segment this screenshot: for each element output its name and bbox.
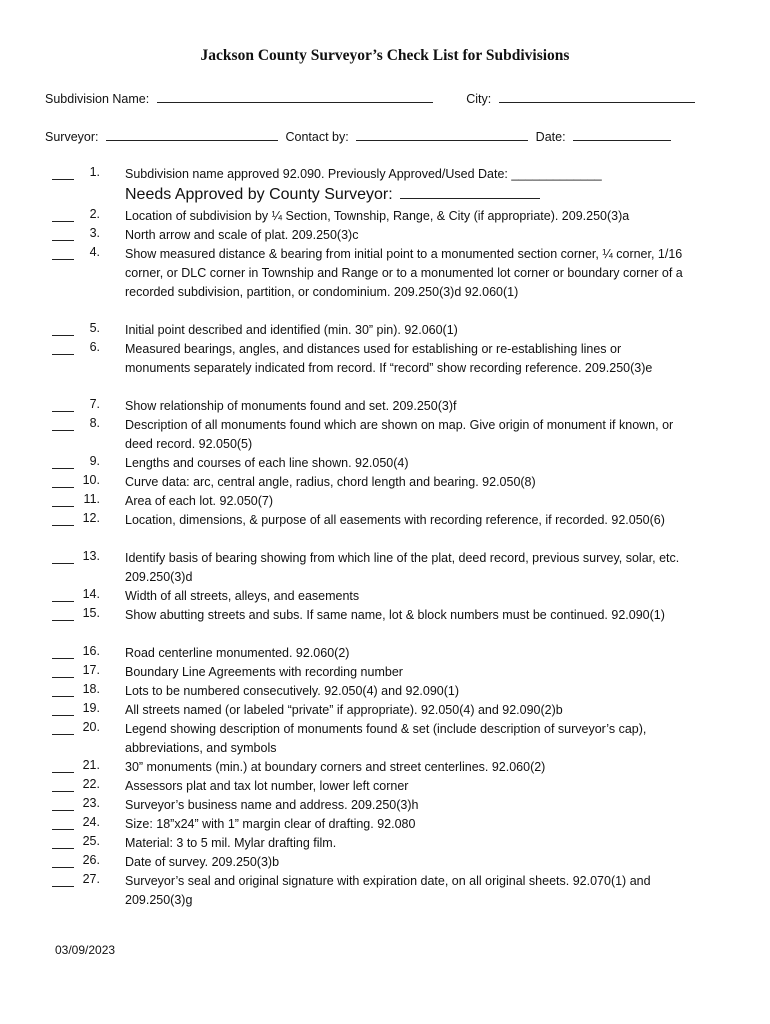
item-number: 26.: [82, 853, 100, 867]
item-number: 10.: [82, 473, 100, 487]
item-number: 17.: [82, 663, 100, 677]
item-number: 15.: [82, 606, 100, 620]
item-text: Surveyor’s seal and original signature with expiration date, on all original sheets. 92.070(1) and 209.250(3)g: [125, 874, 651, 907]
item-number: 4.: [89, 245, 100, 259]
item-number: 12.: [82, 511, 100, 525]
item-text: Identify basis of bearing showing from which line of the plat, deed record, previous survey, solar, etc. 209.250(3)d: [125, 551, 680, 584]
item-text: 30” monuments (min.) at boundary corners and street centerlines. 92.060(2): [125, 760, 546, 774]
item-number: 22.: [82, 777, 100, 791]
item-text: Boundary Line Agreements with recording number: [125, 665, 403, 679]
item-number: 7.: [89, 397, 100, 411]
contact-by-label: Contact by:: [285, 130, 349, 144]
needs-approved-row: [125, 184, 540, 204]
item-number: 9.: [89, 454, 100, 468]
city-label: City:: [466, 92, 492, 106]
document-title: Jackson County Surveyor’s Check List for Subdivisions: [200, 47, 570, 64]
surveyor-label: Surveyor:: [45, 130, 99, 144]
item-text: Size: 18”x24” with 1” margin clear of drafting. 92.080: [125, 817, 416, 831]
needs-approved-label: Needs Approved by County Surveyor:: [125, 186, 393, 203]
surveyor-field[interactable]: [106, 128, 278, 141]
item-text: Area of each lot. 92.050(7): [125, 494, 274, 508]
item-text: Show abutting streets and subs. If same name, lot & block numbers must be continued. 92.090(1): [125, 608, 665, 622]
surveyor-row: [45, 128, 671, 144]
item-text: Material: 3 to 5 mil. Mylar drafting film.: [125, 836, 337, 850]
item-text: Legend showing description of monuments found & set (include description of surveyor’s cap), abbreviations, and symbols: [125, 722, 647, 755]
needs-approved-field[interactable]: [400, 184, 540, 199]
item-text: Road centerline monumented. 92.060(2): [125, 646, 350, 660]
item-text: Lengths and courses of each line shown. 92.050(4): [125, 456, 409, 470]
item-number: 16.: [82, 644, 100, 658]
subdivision-name-label: Subdivision Name:: [45, 92, 150, 106]
item-text: Location, dimensions, & purpose of all easements with recording reference, if recorded. 92.050(6): [125, 513, 665, 527]
item-number: 13.: [82, 549, 100, 563]
item-number: 18.: [82, 682, 100, 696]
date-field[interactable]: [573, 128, 671, 141]
item-text: Show measured distance & bearing from initial point to a monumented section corner, ¼ corner, 1/16 corner, or DLC corner in Township and Range or to a monumented lot corner or boundary corner of a recorded subdivision, partition, or condominium. 209.250(3)d 92.060(1): [125, 247, 683, 299]
item-number: 8.: [89, 416, 100, 430]
item-text: All streets named (or labeled “private” if appropriate). 92.050(4) and 92.090(2)b: [125, 703, 563, 717]
item-text: Width of all streets, alleys, and easements: [125, 589, 360, 603]
item-text: Surveyor’s business name and address. 209.250(3)h: [125, 798, 419, 812]
item-text: Lots to be numbered consecutively. 92.050(4) and 92.090(1): [125, 684, 460, 698]
item-text: Subdivision name approved 92.090. Previously Approved/Used Date: _____________: [125, 167, 602, 181]
item-text: Initial point described and identified (min. 30” pin). 92.060(1): [125, 323, 458, 337]
item-text: Description of all monuments found which are shown on map. Give origin of monument if known, or deed record. 92.050(5): [125, 418, 674, 451]
subdivision-name-field[interactable]: [157, 90, 433, 103]
item-number: 27.: [82, 872, 100, 886]
item-number: 20.: [82, 720, 100, 734]
item-text: Assessors plat and tax lot number, lower left corner: [125, 779, 409, 793]
item-number: 11.: [83, 492, 100, 506]
subdivision-name-row: [45, 90, 695, 106]
item-text: Measured bearings, angles, and distances used for establishing or re-establishing lines or monuments separately indicated from record. If “record” show recording reference. 209.250(3)e: [125, 342, 653, 375]
item-number: 21.: [82, 758, 100, 772]
item-number: 23.: [82, 796, 100, 810]
footer-date: 03/09/2023: [55, 943, 116, 957]
item-text: Curve data: arc, central angle, radius, chord length and bearing. 92.050(8): [125, 475, 536, 489]
item-text: Location of subdivision by ¼ Section, Township, Range, & City (if appropriate). 209.250(3)a: [125, 209, 630, 223]
date-label: Date:: [535, 130, 566, 144]
item-number: 19.: [82, 701, 100, 715]
contact-by-field[interactable]: [356, 128, 528, 141]
item-number: 2.: [89, 207, 100, 221]
item-number: 25.: [82, 834, 100, 848]
item-text: Show relationship of monuments found and set. 209.250(3)f: [125, 399, 457, 413]
item-number: 6.: [89, 340, 100, 354]
item-number: 1.: [89, 165, 100, 179]
item-number: 14.: [82, 587, 100, 601]
item-text: Date of survey. 209.250(3)b: [125, 855, 280, 869]
item-number: 5.: [89, 321, 100, 335]
city-field[interactable]: [499, 90, 695, 103]
item-number: 3.: [89, 226, 100, 240]
item-text: North arrow and scale of plat. 209.250(3)c: [125, 228, 359, 242]
item-number: 24.: [82, 815, 100, 829]
